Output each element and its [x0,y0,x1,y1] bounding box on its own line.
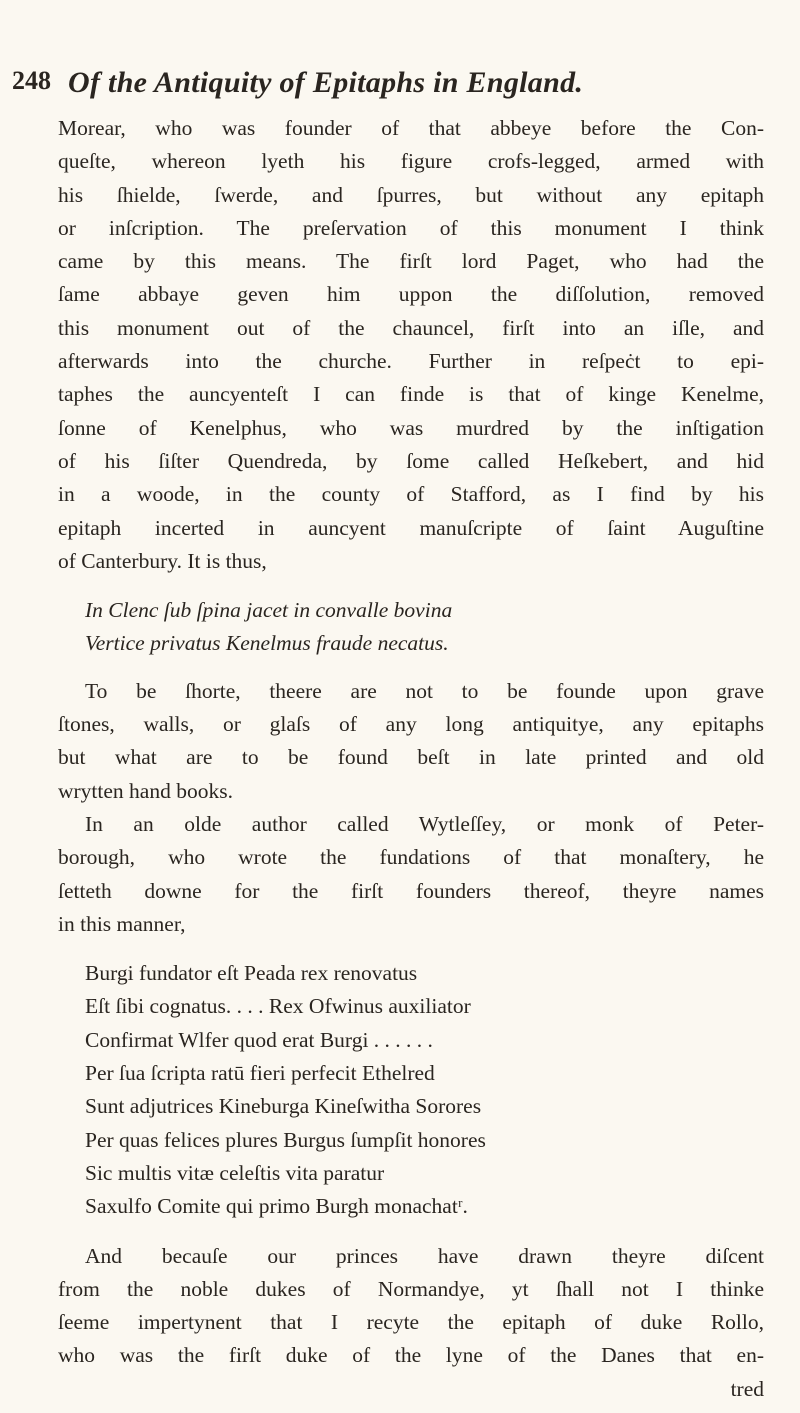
paragraph-1 [58,112,764,578]
text-line: borough, who wrote the fundations of that monaſtery, he [58,845,764,870]
epitaph-line: In Clenc ſub ſpina jacet in convalle bovina [85,598,453,623]
epitaph-line: Vertice privatus Kenelmus fraude necatus. [85,631,449,656]
text-line: Morear, who was founder of that abbeye before the Con- [58,116,764,140]
verse-line: Per ſua ſcripta ratū fieri perfecit Ethelred [85,1061,435,1086]
verse-line: Burgi fundator eſt Peada rex renovatus [85,961,418,986]
text-line: afterwards into the churche. Further in reſpeċt to epi- [58,349,764,374]
text-line: from the noble dukes of Normandye, yt ſhall not I thinke [58,1276,764,1301]
verse-line: Eſt ſibi cognatus. . . . Rex Ofwinus auxiliator [85,994,471,1019]
verse-line: Sunt adjutrices Kineburga Kineſwitha Sorores [85,1094,482,1119]
text-line: or inſcription. The preſervation of this monument I think [58,215,764,240]
text-line: And becauſe our princes have drawn theyre diſcent [85,1243,764,1268]
text-line: of his ſiſter Quendreda, by ſome called Heſkebert, and hid [58,448,764,473]
text-line: of Canterbury. It is thus, [58,548,267,573]
text-line: wrytten hand books. [58,778,233,803]
text-line: but what are to be found beſt in late printed and old [58,745,764,770]
text-line: this monument out of the chauncel, firſt into an iſle, and [58,315,764,340]
latin-epitaph [58,594,764,661]
peterborough-verse [58,957,764,1223]
text-line: in this manner, [58,911,186,936]
text-line: To be ſhorte, theere are not to be founde upon grave [85,678,764,703]
verse-line: Sic multis vitæ celeſtis vita paratur [85,1160,385,1185]
catchword: tred [730,1376,764,1401]
text-line: ſtones, walls, or glaſs of any long antiquitye, any epitaphs [58,712,764,737]
text-line: in a woode, in the county of Stafford, as I find by his [58,482,764,507]
verse-line: Per quas felices plures Burgus ſumpſit honores [85,1127,486,1152]
page-number: 248 [12,66,51,95]
text-line: queſte, whereon lyeth his figure crofs-legged, armed with [58,149,764,174]
text-line: ſeeme impertynent that I recyte the epitaph of duke Rollo, [58,1310,764,1335]
paragraph-4 [58,1240,764,1373]
verse-line: Saxulfo Comite qui primo Burgh monachatʳ. [85,1194,468,1219]
text-line: came by this means. The firſt lord Paget, who had the [58,249,764,274]
text-line: ſetteth downe for the firſt founders thereof, theyre names [58,878,764,903]
page-header [0,66,800,110]
paragraph-2 [58,675,764,808]
verse-line: Confirmat Wlfer quod erat Burgi . . . . . . [85,1027,433,1052]
paragraph-3 [58,808,764,941]
text-line: ſonne of Kenelphus, who was murdred by the inſtigation [58,415,764,440]
running-title: Of the Antiquity of Epitaphs in England. [68,66,584,99]
page-body [58,112,764,1406]
text-line: epitaph incerted in auncyent manuſcripte of ſaint Auguſtine [58,515,764,540]
text-line: who was the firſt duke of the lyne of the Danes that en- [58,1343,764,1368]
text-line: ſame abbaye geven him uppon the diſſolution, removed [58,282,764,307]
text-line: his ſhielde, ſwerde, and ſpurres, but without any epitaph [58,182,764,207]
text-line: taphes the auncyenteſt I can finde is that of kinge Kenelme, [58,382,764,407]
text-line: In an olde author called Wytleſſey, or monk of Peter- [85,811,764,836]
